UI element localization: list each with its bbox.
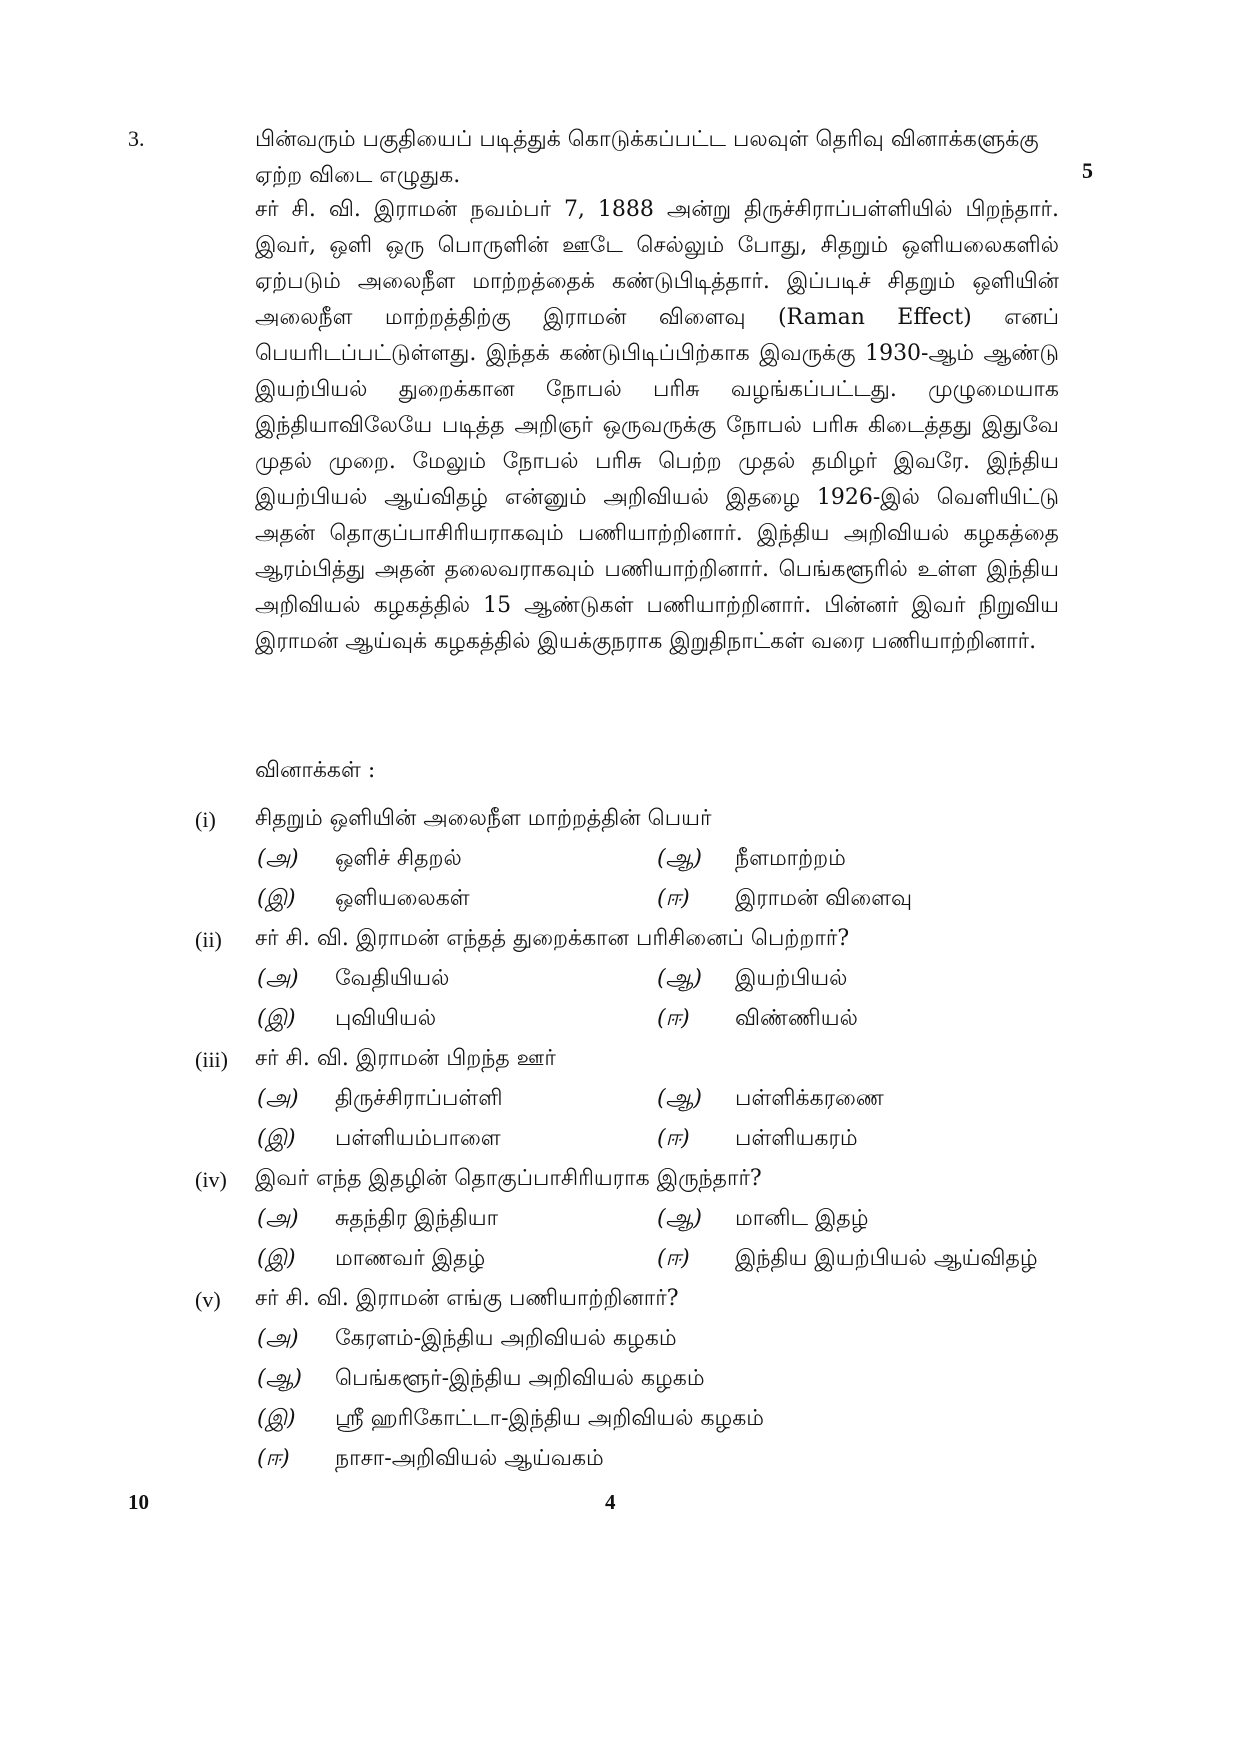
option-letter: (அ) [257, 966, 299, 991]
question-roman-number: (i) [195, 807, 216, 832]
option-text: இயற்பியல் [735, 966, 848, 991]
question-list [195, 800, 1095, 1480]
option-letter: (இ) [257, 1126, 296, 1151]
option [257, 1400, 1095, 1440]
option [257, 1320, 1095, 1360]
option-letter: (இ) [257, 886, 296, 911]
questions-label: வினாக்கள் : [255, 758, 376, 783]
option-letter: (ஆ) [657, 966, 702, 991]
option-text: ஒளியலைகள் [335, 886, 470, 911]
option [257, 880, 657, 920]
question-item [195, 1040, 1095, 1160]
option-text: புவியியல் [335, 1006, 437, 1031]
option-text: மாணவர் இதழ் [335, 1246, 486, 1271]
question-text: சர் சி. வி. இராமன் பிறந்த ஊர் [255, 1046, 556, 1071]
question-text: சிதறும் ஒளியின் அலைநீள மாற்றத்தின் பெயர் [255, 806, 712, 831]
option-text: விண்ணியல் [735, 1006, 858, 1031]
option-letter: (ஈ) [657, 886, 690, 911]
option-text: மானிட இதழ் [735, 1206, 869, 1231]
question-item [195, 1160, 1095, 1280]
option [657, 960, 1057, 1000]
option-letter: (அ) [257, 1206, 299, 1231]
question-text: சர் சி. வி. இராமன் எங்கு பணியாற்றினார்? [255, 1286, 679, 1311]
question-item [195, 1280, 1095, 1480]
option-letter: (ஈ) [657, 1246, 690, 1271]
option-text: பெங்களூர்-இந்திய அறிவியல் கழகம் [335, 1366, 705, 1391]
option-text: பள்ளியகரம் [735, 1126, 858, 1151]
question-roman-number: (ii) [195, 927, 222, 952]
paper-code: 10 [128, 1490, 149, 1514]
option-letter: (ஆ) [257, 1366, 302, 1391]
option-text: இந்திய இயற்பியல் ஆய்விதழ் [735, 1246, 1038, 1271]
option [257, 960, 657, 1000]
option-text: இராமன் விளைவு [735, 886, 913, 911]
option [657, 840, 1057, 880]
option [657, 1120, 1057, 1160]
option [257, 1080, 657, 1120]
question-number: 3. [128, 126, 145, 151]
question-item [195, 800, 1095, 920]
option-letter: (ஈ) [657, 1126, 690, 1151]
option-text: திருச்சிராப்பள்ளி [335, 1086, 503, 1111]
option-letter: (ஆ) [657, 1206, 702, 1231]
option-text: ஸ்ரீ ஹரிகோட்டா-இந்திய அறிவியல் கழகம் [335, 1406, 765, 1431]
option [657, 1080, 1057, 1120]
option [257, 840, 657, 880]
option-letter: (அ) [257, 846, 299, 871]
option-letter: (இ) [257, 1006, 296, 1031]
option-letter: (இ) [257, 1406, 296, 1431]
option-letter: (அ) [257, 1326, 299, 1351]
question-text: சர் சி. வி. இராமன் எந்தத் துறைக்கான பரிசினைப் பெற்றார்? [255, 926, 850, 951]
page-number: 4 [605, 1490, 616, 1514]
question-marks: 5 [1082, 158, 1093, 183]
option-text: சுதந்திர இந்தியா [335, 1206, 499, 1231]
option-letter: (ஈ) [257, 1446, 290, 1471]
option [657, 880, 1057, 920]
reading-passage: சர் சி. வி. இராமன் நவம்பர் 7, 1888 அன்று திருச்சிராப்பள்ளியில் பிறந்தார். இவர், ஒளி ஒரு பொருளின் ஊடே செல்லும் போது, சிதறும் ஒளியலைகளில் ஏற்படும் அலைநீள மாற்றத்தைக் கண்டுபிடித்தார். இப்படிச் சிதறும் ஒளியின் அலைநீள மாற்றத்திற்கு இராமன் விளைவு (Raman Effect) எனப் பெயரிடப்பட்டுள்ளது. இந்தக் கண்டுபிடிப்பிற்காக இவருக்கு 1930-ஆம் ஆண்டு இயற்பியல் துறைக்கான நோபல் பரிசு வழங்கப்பட்டது. முழுமையாக இந்தியாவிலேயே படித்த அறிஞர் ஒருவருக்கு நோபல் பரிசு கிடைத்தது இதுவே முதல் முறை. மேலும் நோபல் பரிசு பெற்ற முதல் தமிழர் இவரே. இந்திய இயற்பியல் ஆய்விதழ் என்னும் அறிவியல் இதழை 1926-இல் வெளியிட்டு அதன் தொகுப்பாசிரியராகவும் பணியாற்றினார். இந்திய அறிவியல் கழகத்தை ஆரம்பித்து அதன் தலைவராகவும் பணியாற்றினார். பெங்களூரில் உள்ள இந்திய அறிவியல் கழகத்தில் 15 ஆண்டுகள் பணியாற்றினார். பின்னர் இவர் நிறுவிய இராமன் ஆய்வுக் கழகத்தில் இயக்குநராக இறுதிநாட்கள் வரை பணியாற்றினார். [255, 197, 1059, 654]
option-text: ஒளிச் சிதறல் [335, 846, 462, 871]
question-roman-number: (iv) [195, 1167, 227, 1192]
option-text: நீளமாற்றம் [735, 846, 846, 871]
question-item [195, 920, 1095, 1040]
option-letter: (ஈ) [657, 1006, 690, 1031]
option [257, 1440, 1095, 1480]
option [257, 1120, 657, 1160]
option-text: பள்ளிக்கரணை [735, 1086, 884, 1111]
option-letter: (ஆ) [657, 1086, 702, 1111]
option [257, 1000, 657, 1040]
question-text: இவர் எந்த இதழின் தொகுப்பாசிரியராக இருந்தார்? [255, 1166, 762, 1191]
option [657, 1000, 1057, 1040]
question-roman-number: (iii) [195, 1047, 228, 1072]
option-text: கேரளம்-இந்திய அறிவியல் கழகம் [335, 1326, 677, 1351]
option [657, 1240, 1057, 1280]
option [257, 1240, 657, 1280]
option [657, 1200, 1057, 1240]
option-text: வேதியியல் [335, 966, 450, 991]
option-letter: (ஆ) [657, 846, 702, 871]
option [257, 1200, 657, 1240]
option [257, 1360, 1095, 1400]
question-instruction: பின்வரும் பகுதியைப் படித்துக் கொடுக்கப்பட்ட பலவுள் தெரிவு வினாக்களுக்கு ஏற்ற விடை எழுதுக. [255, 127, 1039, 188]
question-roman-number: (v) [195, 1287, 221, 1312]
option-letter: (அ) [257, 1086, 299, 1111]
option-text: நாசா-அறிவியல் ஆய்வகம் [335, 1446, 604, 1471]
option-text: பள்ளியம்பாளை [335, 1126, 501, 1151]
option-letter: (இ) [257, 1246, 296, 1271]
